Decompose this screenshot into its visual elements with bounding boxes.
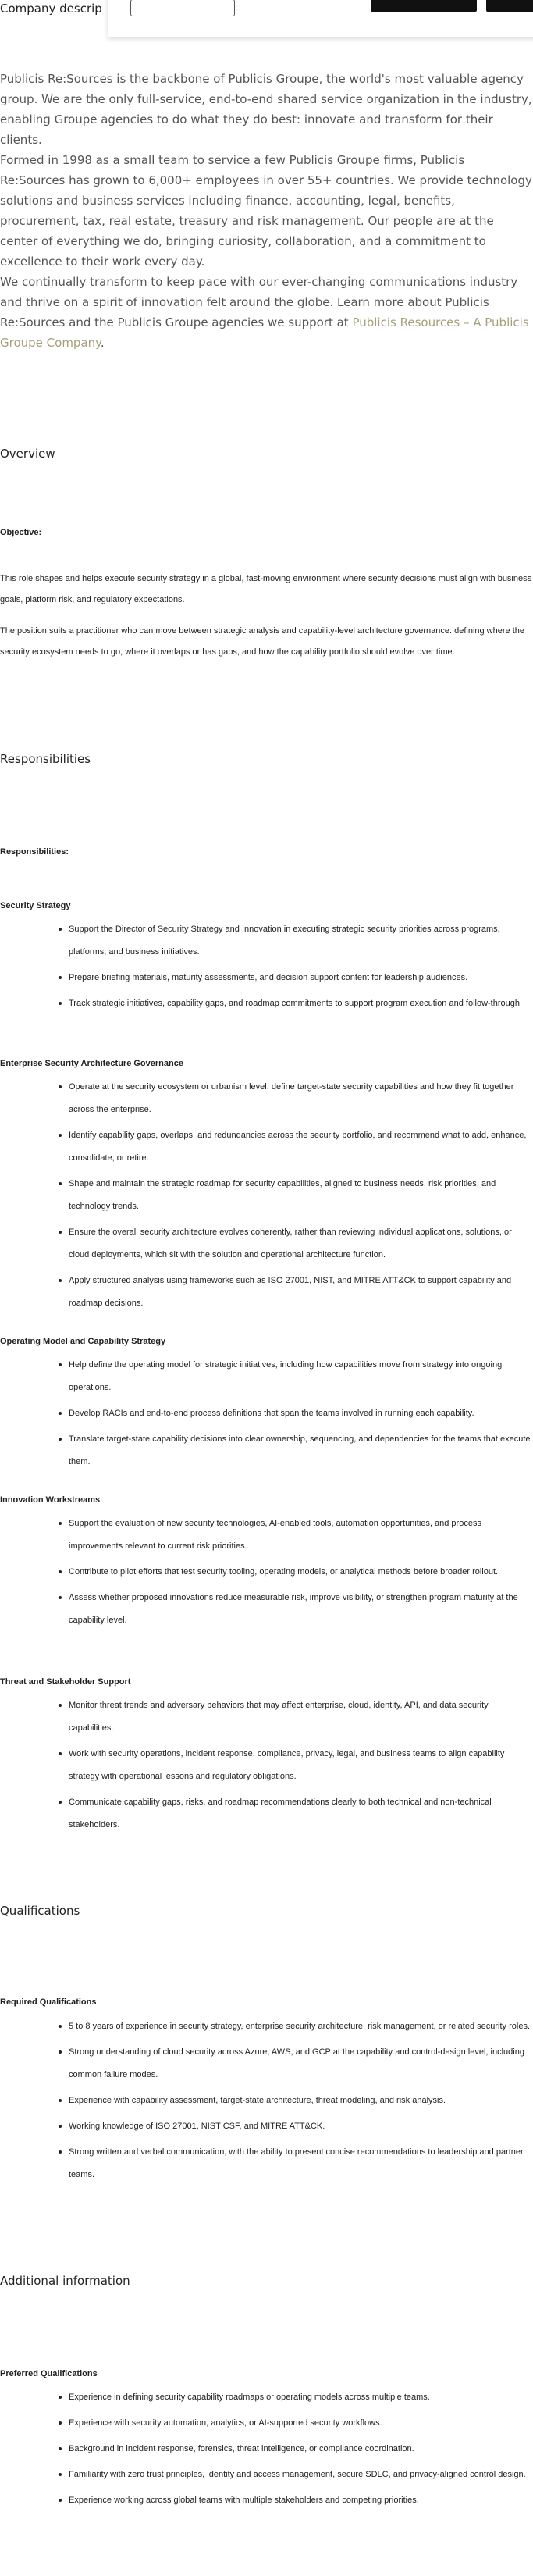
list-item: Experience working across global teams with multiple stakeholders and competing priorities.: [0, 2489, 533, 2512]
preferred-qualifications-label: Preferred Qualifications: [0, 2369, 98, 2378]
group-title-architecture-governance: Enterprise Security Architecture Governance: [0, 1059, 183, 1068]
list-item: Apply structured analysis using frameworks such as ISO 27001, NIST, and MITRE ATT&CK to support capability and roadmap decisions.: [0, 1270, 533, 1315]
list-item: Working knowledge of ISO 27001, NIST CSF, and MITRE ATT&CK.: [0, 2115, 533, 2138]
list-item: Monitor threat trends and adversary behaviors that may affect enterprise, cloud, identity, API, and data security capabilities.: [0, 1694, 533, 1740]
required-qualifications-list: [0, 2015, 533, 2189]
company-paragraph-1: Publicis Re:Sources is the backbone of Publicis Groupe, the world's most valuable agency group. We are the only full-service, end-to-end shared service organization in the industry, enabling Groupe agencies to do what they do best: innovate and transform for their clients.: [0, 72, 532, 147]
list-item: Background in incident response, forensics, threat intelligence, or compliance coordination.: [0, 2438, 533, 2460]
company-paragraph-3-end: .: [100, 336, 105, 350]
responsibilities-heading: Responsibilities: [0, 752, 91, 766]
group-title-security-strategy: Security Strategy: [0, 901, 71, 910]
list-item: Work with security operations, incident response, compliance, privacy, legal, and business teams to align capability strategy with operational lessons and regulatory obligations.: [0, 1743, 533, 1788]
list-item: Track strategic initiatives, capability gaps, and roadmap commitments to support program execution and follow-through.: [0, 992, 533, 1015]
list-item: Assess whether proposed innovations reduce measurable risk, improve visibility, or strengthen program maturity at the capability level.: [0, 1587, 533, 1632]
list-item: Strong understanding of cloud security across Azure, AWS, and GCP at the capability and control-design level, including common failure modes.: [0, 2041, 533, 2086]
overview-paragraph-2: The position suits a practitioner who can move between strategic analysis and capability-level architecture governance: defining where the security ecosystem needs to go, where it overlaps or has gaps, and how the capability portfolio should evolve over time.: [0, 626, 524, 657]
list-item: Translate target-state capability decisions into clear ownership, sequencing, and dependencies for the teams that execute them.: [0, 1428, 533, 1473]
list-item: Help define the operating model for strategic initiatives, including how capabilities move from strategy into ongoing operations.: [0, 1354, 533, 1399]
operating-model-list: [0, 1354, 533, 1477]
list-item: Communicate capability gaps, risks, and roadmap recommendations clearly to both technical and non-technical stakeholders.: [0, 1791, 533, 1837]
list-item: Operate at the security ecosystem or urbanism level: define target-state security capabilities and how they fit together across the enterprise.: [0, 1076, 533, 1121]
list-item: Familiarity with zero trust principles, identity and access management, secure SDLC, and privacy-aligned control design.: [0, 2464, 533, 2486]
list-item: Experience in defining security capability roadmaps or operating models across multiple teams.: [0, 2386, 533, 2409]
overview-heading: Overview: [0, 447, 55, 461]
responsibilities-label: Responsibilities:: [0, 847, 69, 857]
company-description: [0, 69, 533, 353]
cookie-modal: [108, 0, 533, 37]
list-item: Prepare briefing materials, maturity assessments, and decision support content for leadership audiences.: [0, 967, 533, 989]
required-qualifications-label: Required Qualifications: [0, 1997, 97, 2007]
security-strategy-list: [0, 918, 533, 1018]
group-title-threat-stakeholder: Threat and Stakeholder Support: [0, 1677, 131, 1687]
modal-input-box[interactable]: [130, 0, 235, 16]
list-item: Shape and maintain the strategic roadmap for security capabilities, aligned to business needs, risk priorities, and technology trends.: [0, 1173, 533, 1218]
preferred-qualifications-list: [0, 2386, 533, 2515]
company-paragraph-2: Formed in 1998 as a small team to service a few Publicis Groupe firms, Publicis Re:Sources has grown to 6,000+ employees in over 55+ countries. We provide technology solutions and business services including finance, accounting, legal, benefits, procurement, tax, real estate, treasury and risk management. Our people are at the center of everything we do, bringing curiosity, collaboration, and a commitment to excellence to their work every day.: [0, 153, 532, 269]
innovation-list: [0, 1512, 533, 1635]
company-paragraph-3: [0, 272, 533, 353]
list-item: 5 to 8 years of experience in security strategy, enterprise security architecture, risk management, or related security roles.: [0, 2015, 533, 2038]
list-item: Experience with security automation, analytics, or AI-supported security workflows.: [0, 2412, 533, 2435]
list-item: Support the Director of Security Strategy and Innovation in executing strategic security priorities across programs, platforms, and business initiatives.: [0, 918, 533, 964]
threat-stakeholder-list: [0, 1694, 533, 1840]
group-title-operating-model: Operating Model and Capability Strategy: [0, 1337, 166, 1346]
list-item: Contribute to pilot efforts that test security tooling, operating models, or analytical methods before broader rollout.: [0, 1561, 533, 1584]
list-item: Develop RACIs and end-to-end process definitions that span the teams involved in running each capability.: [0, 1402, 533, 1425]
list-item: Ensure the overall security architecture evolves coherently, rather than reviewing individual applications, solutions, or cloud deployments, which sit with the solution and operational architecture function.: [0, 1221, 533, 1267]
qualifications-heading: Qualifications: [0, 1904, 80, 1918]
objective-label: Objective:: [0, 528, 42, 537]
list-item: Strong written and verbal communication, with the ability to present concise recommendations to leadership and partner teams.: [0, 2141, 533, 2186]
modal-primary-button[interactable]: [371, 0, 477, 12]
architecture-governance-list: [0, 1076, 533, 1318]
modal-secondary-button[interactable]: [486, 0, 533, 12]
list-item: Identify capability gaps, overlaps, and redundancies across the security portfolio, and recommend what to add, enhance, consolidate, or retire.: [0, 1124, 533, 1170]
company-paragraph-3-text: We continually transform to keep pace with our ever-changing communications industry and thrive on a spirit of innovation felt around the globe. Learn more about Publicis Re:Sources and the Publicis Groupe agencies we support at: [0, 275, 518, 330]
list-item: Support the evaluation of new security technologies, AI-enabled tools, automation opportunities, and process improvements relevant to current risk priorities.: [0, 1512, 533, 1558]
group-title-innovation: Innovation Workstreams: [0, 1495, 101, 1505]
overview-paragraph-1: This role shapes and helps execute security strategy in a global, fast-moving environment where security decisions must align with business goals, platform risk, and regulatory expectations.: [0, 574, 532, 604]
list-item: Experience with capability assessment, target-state architecture, threat modeling, and risk analysis.: [0, 2090, 533, 2112]
additional-information-heading: Additional information: [0, 2274, 130, 2288]
publicis-resources-link[interactable]: Publicis Resources – A Publicis Groupe Company: [0, 315, 529, 350]
company-description-heading: Company descrip: [0, 2, 102, 16]
